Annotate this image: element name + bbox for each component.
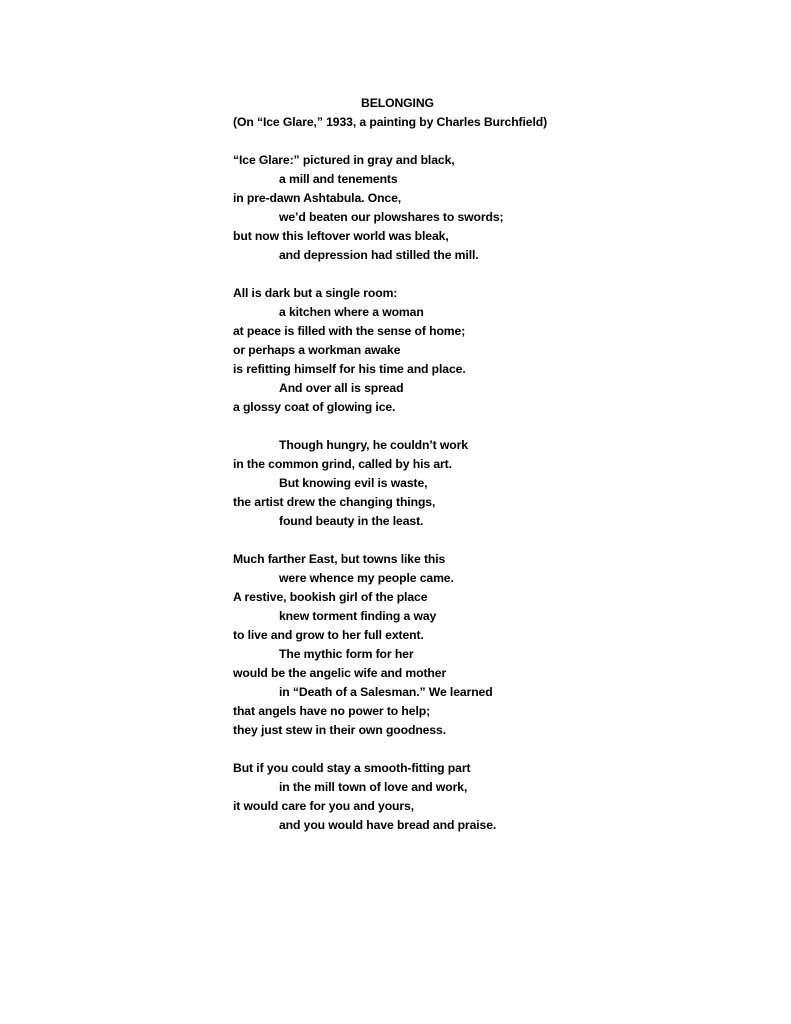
poem-line: we’d beaten our plowshares to swords; xyxy=(279,210,504,224)
stanza-4 xyxy=(233,550,753,740)
poem-line: in “Death of a Salesman.” We learned xyxy=(279,685,493,699)
poem-line: A restive, bookish girl of the place xyxy=(233,590,428,604)
poem-line: and depression had stilled the mill. xyxy=(279,248,479,262)
poem-line: knew torment finding a way xyxy=(279,609,437,623)
poem-line: and you would have bread and praise. xyxy=(279,818,497,832)
poem-line: in pre-dawn Ashtabula. Once, xyxy=(233,191,402,205)
stanza-1 xyxy=(233,151,753,265)
poem-line: it would care for you and yours, xyxy=(233,799,414,813)
poem-body xyxy=(233,151,753,835)
poem-line: a glossy coat of glowing ice. xyxy=(233,400,396,414)
poem-line: a mill and tenements xyxy=(279,172,398,186)
poem-line: were whence my people came. xyxy=(279,571,454,585)
poem-line: Though hungry, he couldn’t work xyxy=(279,438,468,452)
poem-line: but now this leftover world was bleak, xyxy=(233,229,449,243)
poem-line: But knowing evil is waste, xyxy=(279,476,428,490)
poem-line: the artist drew the changing things, xyxy=(233,495,436,509)
poem-line: in the common grind, called by his art. xyxy=(233,457,452,471)
poem-line: a kitchen where a woman xyxy=(279,305,424,319)
poem-subtitle: (On “Ice Glare,” 1933, a painting by Charles Burchfield) xyxy=(233,115,548,129)
poem-line: And over all is spread xyxy=(279,381,404,395)
poem-line: found beauty in the least. xyxy=(279,514,424,528)
poem-line: or perhaps a workman awake xyxy=(233,343,401,357)
poem-title: BELONGING xyxy=(361,96,434,110)
poem-line: But if you could stay a smooth-fitting part xyxy=(233,761,471,775)
poem-line: to live and grow to her full extent. xyxy=(233,628,424,642)
poem-line: is refitting himself for his time and place. xyxy=(233,362,466,376)
stanza-3 xyxy=(233,436,753,531)
poem-line: in the mill town of love and work, xyxy=(279,780,468,794)
poem-line: at peace is filled with the sense of home; xyxy=(233,324,466,338)
poem-line: All is dark but a single room: xyxy=(233,286,398,300)
stanza-5 xyxy=(233,759,753,835)
poem-line: they just stew in their own goodness. xyxy=(233,723,446,737)
poem-line: Much farther East, but towns like this xyxy=(233,552,446,566)
poem-line: “Ice Glare:” pictured in gray and black, xyxy=(233,153,455,167)
stanza-2 xyxy=(233,284,753,417)
poem-line: The mythic form for her xyxy=(279,647,414,661)
poem-line: would be the angelic wife and mother xyxy=(233,666,447,680)
poem-line: that angels have no power to help; xyxy=(233,704,431,718)
poem xyxy=(233,94,753,835)
